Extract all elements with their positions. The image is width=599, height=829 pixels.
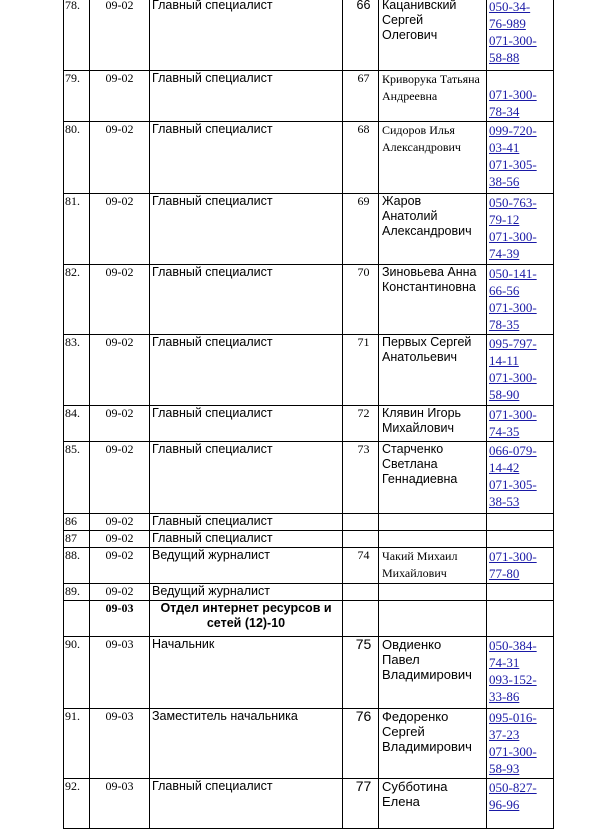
tab-number xyxy=(343,514,379,531)
phone-numbers xyxy=(487,514,554,531)
employee-name: Зиновьева Анна Константиновна xyxy=(379,265,487,335)
employee-name: Старченко Светлана Геннадиевна xyxy=(379,442,487,514)
phone-link[interactable]: 14-11 xyxy=(489,353,519,368)
table-row xyxy=(64,709,554,779)
unit-code: 09-02 xyxy=(90,406,150,442)
phone-link[interactable]: 071-300- xyxy=(489,87,537,102)
unit-code: 09-02 xyxy=(90,442,150,514)
position-title: Ведущий журналист xyxy=(150,548,343,584)
employee-name: Криворука Татьяна Андреевна xyxy=(379,71,487,122)
unit-code: 09-03 xyxy=(90,637,150,709)
table-row xyxy=(64,406,554,442)
position-title: Главный специалист xyxy=(150,442,343,514)
unit-code: 09-03 xyxy=(90,709,150,779)
tab-number: 77 xyxy=(343,779,379,829)
phone-link[interactable]: 050-384- xyxy=(489,638,537,653)
phone-numbers xyxy=(487,335,554,406)
phone-link[interactable]: 071-300- xyxy=(489,407,537,422)
department-title: Отдел интернет ресурсов и сетей (12)-10 xyxy=(150,601,343,637)
employee-name xyxy=(379,584,487,601)
phone-link[interactable]: 095-797- xyxy=(489,336,537,351)
tab-number: 73 xyxy=(343,442,379,514)
phone-numbers xyxy=(487,709,554,779)
position-title: Заместитель начальника xyxy=(150,709,343,779)
row-number: 87 xyxy=(64,531,90,548)
tab-number: 76 xyxy=(343,709,379,779)
tab-number: 68 xyxy=(343,122,379,194)
employee-name: Субботина Елена xyxy=(379,779,487,829)
phone-link[interactable]: 071-300- xyxy=(489,744,537,759)
tab-number: 69 xyxy=(343,194,379,265)
unit-code: 09-02 xyxy=(90,548,150,584)
phone-link[interactable]: 071-300- xyxy=(489,549,537,564)
row-number: 88. xyxy=(64,548,90,584)
phone-numbers xyxy=(487,548,554,584)
phone-link[interactable]: 74-35 xyxy=(489,424,520,439)
position-title: Главный специалист xyxy=(150,122,343,194)
row-number: 86 xyxy=(64,514,90,531)
unit-code: 09-02 xyxy=(90,531,150,548)
phone-link[interactable]: 050-763- xyxy=(489,195,537,210)
table-row xyxy=(64,584,554,601)
table-row xyxy=(64,71,554,122)
phone-numbers xyxy=(487,779,554,829)
phone-link[interactable]: 66-56 xyxy=(489,283,520,298)
phone-link[interactable]: 071-305- xyxy=(489,477,537,492)
phone-link[interactable]: 38-56 xyxy=(489,174,520,189)
tab-number xyxy=(343,531,379,548)
row-number: 83. xyxy=(64,335,90,406)
employee-name xyxy=(379,531,487,548)
table-row xyxy=(64,548,554,584)
row-number: 82. xyxy=(64,265,90,335)
position-title: Главный специалист xyxy=(150,514,343,531)
phone-link[interactable]: 76-989 xyxy=(489,16,526,31)
tab-number: 67 xyxy=(343,71,379,122)
unit-code: 09-02 xyxy=(90,514,150,531)
phone-numbers xyxy=(487,601,554,637)
table-row xyxy=(64,265,554,335)
table-row xyxy=(64,194,554,265)
employee-name xyxy=(379,601,487,637)
phone-link[interactable]: 58-88 xyxy=(489,50,520,65)
phone-numbers xyxy=(487,584,554,601)
position-title: Главный специалист xyxy=(150,779,343,829)
phone-link[interactable]: 74-31 xyxy=(489,655,520,670)
unit-code: 09-02 xyxy=(90,265,150,335)
phone-link[interactable]: 071-300- xyxy=(489,370,537,385)
phone-link[interactable]: 066-079- xyxy=(489,443,537,458)
position-title: Главный специалист xyxy=(150,335,343,406)
row-number: 89. xyxy=(64,584,90,601)
employee-name: Жаров Анатолий Александрович xyxy=(379,194,487,265)
tab-number: 66 xyxy=(343,0,379,71)
tab-number: 70 xyxy=(343,265,379,335)
staff-table xyxy=(63,0,554,829)
phone-link[interactable]: 050-141- xyxy=(489,266,537,281)
phone-link[interactable]: 96-96 xyxy=(489,797,520,812)
row-number: 91. xyxy=(64,709,90,779)
phone-link[interactable]: 050-827- xyxy=(489,780,537,795)
phone-numbers xyxy=(487,194,554,265)
employee-name: Овдиенко Павел Владимирович xyxy=(379,637,487,709)
phone-link[interactable]: 071-300- xyxy=(489,229,537,244)
position-title: Главный специалист xyxy=(150,0,343,71)
table-row xyxy=(64,637,554,709)
phone-link[interactable]: 071-300- xyxy=(489,33,537,48)
employee-name xyxy=(379,514,487,531)
employee-name: Сидоров Илья Александрович xyxy=(379,122,487,194)
unit-code: 09-02 xyxy=(90,584,150,601)
table-row xyxy=(64,0,554,71)
row-number: 90. xyxy=(64,637,90,709)
phone-link[interactable]: 37-23 xyxy=(489,727,520,742)
row-number: 92. xyxy=(64,779,90,829)
position-title: Главный специалист xyxy=(150,265,343,335)
table-row xyxy=(64,531,554,548)
row-number xyxy=(64,601,90,637)
table-row xyxy=(64,122,554,194)
position-title: Главный специалист xyxy=(150,531,343,548)
employee-name: Первых Сергей Анатольевич xyxy=(379,335,487,406)
phone-numbers xyxy=(487,122,554,194)
tab-number xyxy=(343,584,379,601)
row-number: 85. xyxy=(64,442,90,514)
position-title: Начальник xyxy=(150,637,343,709)
phone-link[interactable]: 78-35 xyxy=(489,317,520,332)
unit-code: 09-02 xyxy=(90,335,150,406)
unit-code: 09-03 xyxy=(90,601,150,637)
employee-name: Чакий Михаил Михайлович xyxy=(379,548,487,584)
phone-numbers xyxy=(487,265,554,335)
tab-number: 72 xyxy=(343,406,379,442)
phone-link[interactable]: 099-720- xyxy=(489,123,537,138)
tab-number: 74 xyxy=(343,548,379,584)
phone-link[interactable]: 33-86 xyxy=(489,689,520,704)
department-row xyxy=(64,601,554,637)
phone-numbers xyxy=(487,442,554,514)
phone-link[interactable]: 58-90 xyxy=(489,387,520,402)
phone-link[interactable]: 38-53 xyxy=(489,494,520,509)
position-title: Главный специалист xyxy=(150,194,343,265)
phone-link[interactable]: 74-39 xyxy=(489,246,520,261)
table-row xyxy=(64,442,554,514)
phone-link[interactable]: 071-300- xyxy=(489,300,537,315)
table-row xyxy=(64,335,554,406)
phone-link[interactable]: 071-305- xyxy=(489,157,537,172)
position-title: Ведущий журналист xyxy=(150,584,343,601)
row-number: 81. xyxy=(64,194,90,265)
phone-link[interactable]: 095-016- xyxy=(489,710,537,725)
phone-numbers xyxy=(487,71,554,122)
table-row xyxy=(64,779,554,829)
phone-link[interactable]: 79-12 xyxy=(489,212,520,227)
tab-number xyxy=(343,601,379,637)
employee-name: Клявин Игорь Михайлович xyxy=(379,406,487,442)
phone-link[interactable]: 093-152- xyxy=(489,672,537,687)
tab-number: 71 xyxy=(343,335,379,406)
row-number: 78. xyxy=(64,0,90,71)
unit-code: 09-03 xyxy=(90,779,150,829)
phone-link[interactable]: 77-80 xyxy=(489,566,520,581)
row-number: 80. xyxy=(64,122,90,194)
phone-numbers xyxy=(487,0,554,71)
position-title: Главный специалист xyxy=(150,71,343,122)
phone-link[interactable]: 03-41 xyxy=(489,140,520,155)
phone-link[interactable]: 14-42 xyxy=(489,460,520,475)
phone-numbers xyxy=(487,531,554,548)
unit-code: 09-02 xyxy=(90,71,150,122)
phone-numbers xyxy=(487,406,554,442)
phone-link[interactable]: 050-34- xyxy=(489,0,531,14)
employee-name: Кацанивский Сергей Олегович xyxy=(379,0,487,71)
unit-code: 09-02 xyxy=(90,122,150,194)
table-row xyxy=(64,514,554,531)
unit-code: 09-02 xyxy=(90,194,150,265)
unit-code: 09-02 xyxy=(90,0,150,71)
position-title: Главный специалист xyxy=(150,406,343,442)
employee-name: Федоренко Сергей Владимирович xyxy=(379,709,487,779)
phone-numbers xyxy=(487,637,554,709)
phone-link[interactable]: 78-34 xyxy=(489,104,520,119)
row-number: 79. xyxy=(64,71,90,122)
phone-link[interactable]: 58-93 xyxy=(489,761,520,776)
row-number: 84. xyxy=(64,406,90,442)
tab-number: 75 xyxy=(343,637,379,709)
